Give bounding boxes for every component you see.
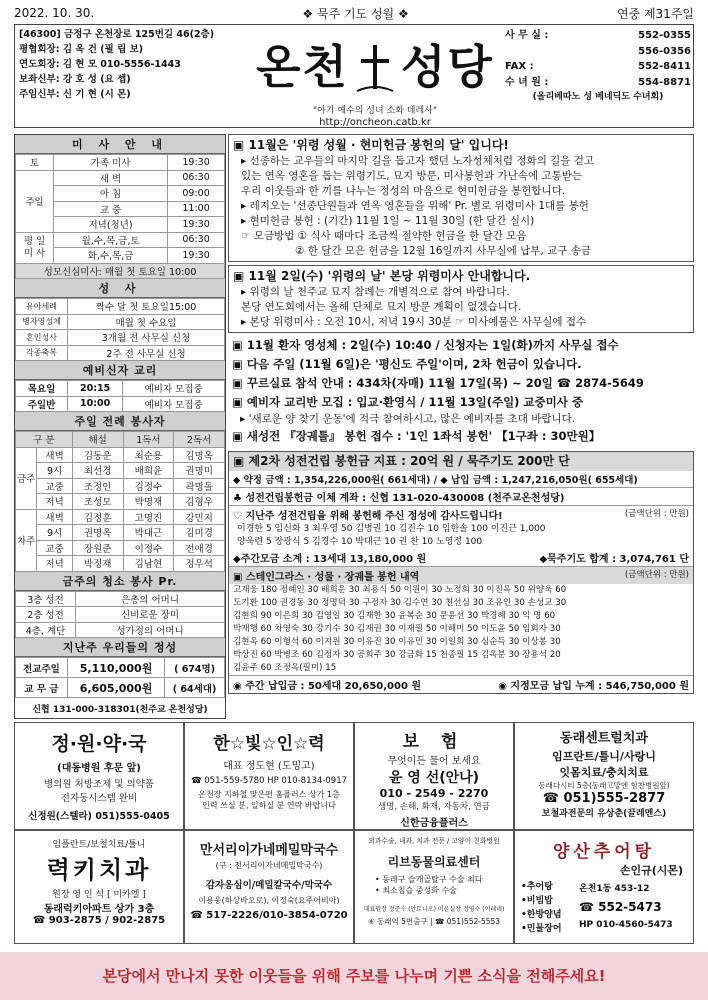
thanks-line: ♡ 지난주 성전건립을 위해 봉헌해 주신 정성에 감사드립니다! <box>233 511 503 522</box>
ad-line: 생명, 손해, 화재, 자동차, 연금 <box>378 802 490 812</box>
ad-staffing <box>184 722 354 830</box>
officer: 보좌신부: 강 호 성 (요 셉) <box>19 74 131 85</box>
notice-line: ▸ 레지오는 '선종단원들과 연옥 영혼들을 위해' Pr. 별로 위령미사 1대를 봉헌 <box>241 200 589 212</box>
liturgical-week: 연중 제31주일 <box>616 6 694 21</box>
notice-line: ▸ 선종하는 교우들의 마지막 길을 돕고자 했던 노자성체처럼 정화의 길을 걷고 <box>241 155 595 167</box>
stained-glass-heading: ▣ 스테인그라스 · 성물 · 장궤틀 봉헌 내역 <box>233 572 420 583</box>
ad-line: (대동병원 후문 앞) <box>57 763 141 774</box>
menu-item: •민물장어 <box>521 924 562 934</box>
offering-table: 전교주일 5,110,000원 ( 674명) 교 무 금 6,605,000원 ( 64세대) <box>15 657 225 698</box>
ad-line: 윤 영 선(안나) <box>388 770 480 786</box>
donor-row: 박상진 60 박병조 60 김정자 30 공희주 30 강금화 15 천종필 15 김옥분 30 장용석 20 <box>233 650 561 660</box>
mass-title: 미 사 안 내 <box>15 135 225 154</box>
offering-title: 지난주 우리들의 정성 <box>15 638 225 657</box>
donor-row: 김현희 90 이은희 30 김영일 30 김재한 30 윤복순 30 문윤선 30 박경혜 30 익 명 60 <box>233 611 556 621</box>
ad-line: 이용웅(하상바오로), 이정숙(요주어비아) <box>198 896 340 905</box>
building-fund <box>228 451 694 694</box>
parish-title <box>245 31 505 101</box>
ad-lucky-dental <box>14 830 184 944</box>
officer: 연도회장: 김 현 모 010-5556-1443 <box>19 59 181 70</box>
ad-line: 병의원 처방조제 및 의약품 <box>43 779 154 790</box>
ad-title: 력키치과 <box>46 856 152 884</box>
parish-officers <box>19 27 229 102</box>
donor-row: 양욱련 5 장광식 5 김경수 10 박대근 10 권 찬 10 노영정 100 <box>237 537 483 547</box>
ad-title: 리브동물의료센터 <box>387 855 481 869</box>
sacrament-table: 유아세례 짝수 달 첫 토요일15:00 병자영성체 매월 첫 수요일 혼인성사 3개월 전 사무실 신청 각종축복 2주 전 사무실 신청 <box>15 298 225 361</box>
ad-line: 신정원(스텔라) 051)555-0405 <box>28 811 170 822</box>
ad-line: 손인규(시몬) <box>619 864 683 877</box>
donor-row: 박재행 60 차영숙 30 강기수 30 김재권 30 이재필 50 이해미 50 이도윤 50 임회자 30 <box>233 624 561 634</box>
notice-sick: ▣ 11월 환자 영성체 : 2일(수) 10:40 / 신청자는 1일(화)까지 사무실 접수 <box>232 338 619 352</box>
ad-line: 010 - 2549 - 2270 <box>379 787 489 800</box>
menu-item: •추어탕 <box>521 882 553 892</box>
contact-row: 사 무 실 : 552-0355 <box>505 30 691 41</box>
notice-line: ▸ 현미헌금 봉헌 : (기간) 11월 1일 ~ 11월 30일 (한 달간 실시) <box>241 215 535 227</box>
officer: 평협회장: 김 옥 건 (필 립 보) <box>19 44 144 55</box>
ad-line: 동래럭키아파트 상가 3층 <box>43 904 155 915</box>
weekly-paid: ◉ 주간 납입금 : 50세대 20,650,000 원 <box>233 681 422 692</box>
notice-list <box>228 333 694 449</box>
notice-line: ▸ 본당 위령미사 : 오전 10시, 저녁 19시 30분 ☞ 미사예물은 사무실에 접수 <box>241 316 587 328</box>
ad-line: 원장 영 인 석 [ 미카엘 ] <box>52 890 146 900</box>
ad-line: 온천장 지하철 맞은편 홈플러스 상가 1층 <box>198 790 340 799</box>
website-link[interactable]: http://oncheon.catb.kr <box>319 117 431 128</box>
sacrament-title: 성 사 <box>15 279 225 298</box>
ad-line: 보철과전문의 유상춘(끌레멘스) <box>541 809 667 819</box>
ad-animal-clinic <box>354 830 514 944</box>
contacts <box>505 28 691 106</box>
ad-line: 감자옹심이/메밀칼국수/막국수 <box>205 880 333 891</box>
contact-row: FAX : 552-8411 <box>505 61 691 72</box>
notice-line: 본당 연도회에서는 올해 단체로 묘지 방문 계획이 없겠습니다. <box>241 301 522 313</box>
ad-title: 보 험 <box>402 732 466 752</box>
ad-title: 동래센트럴치과 <box>560 731 648 746</box>
ad-line: 임플란트/보철치료/틀니 <box>52 840 146 850</box>
notice-line: 있는 연옥 영혼을 돕는 위령기도, 묘지 방문, 미사봉헌과 가난속에 고통받는 <box>241 170 583 182</box>
ads-grid <box>14 722 694 944</box>
paid-amount: / ◆ 납입 금액 : 1,247,216,050원( 655세대) <box>433 475 638 486</box>
notice-line: ② 한 달간 모은 헌금을 12월 16일까지 사무실에 납부, 교구 송금 <box>295 245 591 257</box>
ad-title: 정·원·약·국 <box>51 733 147 755</box>
contact-row: 수 녀 원 : 554-8871 <box>505 76 691 88</box>
notice-all-souls <box>228 265 694 333</box>
cleaning-table: 3층 성전 은총의 어머니 2층 성전 신비로운 장미 4층, 계단 성가정의 어머니 <box>15 591 225 639</box>
contact-row: 556-0356 <box>638 45 691 57</box>
ad-line: ④ 동래역 5번출구 | ☎ 051)552-5553 <box>367 917 501 926</box>
ad-central-dental <box>514 722 694 830</box>
ad-insurance <box>354 722 514 830</box>
motto: "아기 예수의 성녀 소화 데레사" <box>312 106 438 116</box>
notice-nov <box>228 134 694 262</box>
ad-line: 임프란트/틀니/사랑니 <box>552 750 656 763</box>
notice-laity: ▣ 다음 주일 (11월 6일)은 '평신도 주일'이며, 2차 헌금이 있습니다. <box>232 357 582 371</box>
donor-row: 김윤주 60 조정옥(필미) 15 <box>233 663 337 673</box>
ad-line: 대표 정도현 (도밍고) <box>223 761 315 772</box>
notice-heading: ▣ 11월 2일(수) '위령의 날' 본당 위령미사 안내합니다. <box>233 269 531 283</box>
ad-line: 무엇이든 물어 보세요 <box>387 756 481 767</box>
notice-cursillo: ▣ 꾸르실료 참석 안내 : 434차(자매) 11월 17일(목) ~ 20일 ☎ 2874-5649 <box>232 376 644 390</box>
servers-table: 구 분 해설 1독서 2독서 금주 새벽 김동운 최순용 김명옥 9시 최선경 배희윤 권명미 교중 조정인 김정수 곽명돌 저녁 조성모 박명재 김형우 차주 새벽 김정훈 고명진 강민지 9시 권명옥 박대근 김미경 교중 장원준 이정수 전애경 저녁 박정재 김남현 정우석 <box>15 431 225 572</box>
ad-title: 양산추어탕 <box>552 842 656 862</box>
bank-account: 신협 131-000-318301(천주교 온천성당) <box>32 705 208 715</box>
top-bar <box>14 4 694 22</box>
ad-line: 외과수술, 내과, 치과 전문 / 고양이 친화병원 <box>368 837 500 845</box>
cleaning-title: 금주의 청소 봉사 Pr. <box>15 572 225 591</box>
ad-loach-soup <box>514 830 694 944</box>
ad-title: 만서리이가네메밀막국수 <box>199 843 339 858</box>
rosary-total: ◆묵주기도 합계 : 3,074,761 단 <box>539 554 689 565</box>
pledged-amount: ◆ 약정 금액 : 1,354,226,000원( 661세대) <box>233 475 431 486</box>
convent: (올리베따노 성 베네딕도 수녀회) <box>532 92 664 102</box>
masthead <box>14 24 694 128</box>
ad-buckwheat-noodle <box>184 830 354 944</box>
ad-line: 잇몸치료/충치치료 <box>559 766 649 779</box>
ad-line: • 최소침습 중성화 수술 <box>375 886 457 895</box>
notice-line: 우리 이웃들과 한 끼를 나누는 정성의 마음으로 현미헌금을 봉헌합니다. <box>241 185 566 197</box>
address: [46300] 금정구 온천장로 125번길 46(2층) <box>19 29 215 40</box>
ad-line: ☎ 517-2226/010-3854-0720 <box>190 910 348 921</box>
ad-title: 한☆빛☆인☆력 <box>213 734 325 754</box>
transfer-account: ♣ 성전건립봉헌금 이체 계좌 : 신협 131-020-430008 (천주교온천성당) <box>229 487 693 505</box>
ad-line: (구 : 전서리이가네메밀막국수) <box>215 861 323 870</box>
catechumen-title: 예비신자 교리 <box>15 361 225 380</box>
menu-item: •비빔밥 <box>521 896 553 906</box>
ad-pharmacy <box>14 722 184 830</box>
month-theme: ❖ 묵주 기도 성월 ❖ <box>302 6 409 21</box>
notice-kneeler: ▣ 새성전 『장궤틀』 봉헌 접수 : '1인 1좌석 봉헌' 【1구좌 : 30만원】 <box>232 429 601 443</box>
ad-line: ☎ 051-559-5780 HP 010-8134-0917 <box>190 776 348 786</box>
ad-line: 신한금융플러스 <box>400 818 468 829</box>
title-right: 성당 <box>401 40 494 94</box>
notice-catechumen: ▣ 예비자 교리반 모집 : 입교·환영식 / 11월 13일(주일) 교중미사 중 <box>232 395 583 409</box>
officer: 주임신부: 신 기 현 (시 몬) <box>19 89 131 100</box>
donor-row: 이경한 5 임신화 3 최우영 50 김병권 10 김진수 10 임한솔 100 이진근 1,000 <box>237 524 546 534</box>
issue-date: 2022. 10. 30. <box>14 6 95 20</box>
designated-total: ◉ 지정모금 납입 누계 : 546,750,000 원 <box>498 681 689 692</box>
donor-row: 고재웅 180 정혜인 30 배희운 30 최용식 50 이원이 30 노정희 30 이진옥 50 위양욱 60 <box>233 585 567 595</box>
unit-note: (금액단위 : 만원) <box>624 509 689 519</box>
catechumen-table: 목요일 20:15 예비자 모집중 주일반 10:00 예비자 모집중 <box>15 380 225 412</box>
servers-title: 주일 전례 봉사자 <box>15 412 225 431</box>
notice-heading: ▣ 11월은 '위령 성월 · 현미헌금 봉헌의 달' 입니다! <box>233 138 509 152</box>
ad-line: ☎ 552-5473 <box>579 900 662 914</box>
ad-line: 온천1동 453-12 <box>579 884 650 894</box>
donor-row: 김현옥 60 이형석 60 이지원 30 이유진 30 이유민 30 이일희 30 심순득 30 이상봉 30 <box>233 637 561 647</box>
donor-row: 도기환 100 권경동 30 정명덕 30 구정자 30 김수연 30 천선심 30 조유인 30 손성교 30 <box>233 598 567 608</box>
ad-line: 전자동시스템 완비 <box>60 793 138 804</box>
ad-line: • 동래구 슬개골탈구 수술 최다 <box>375 875 483 884</box>
menu-item: •한방양념 <box>521 910 562 920</box>
ad-line: 인력 쓰실 분, 일하실 분 연락 바랍니다 <box>202 801 336 810</box>
ad-line: 동래다시티 5층(동래고망엔 힘찬병원앞) <box>538 781 670 790</box>
notices <box>228 134 694 694</box>
ad-line: ☎ 903-2875 / 902-2875 <box>32 915 166 926</box>
left-column <box>14 134 226 719</box>
ad-line: HP 010-4560-5473 <box>579 920 673 930</box>
notice-line: ▸ '새로운 양 찾기 운동'에 적극 참여하시고, 많은 예비자를 초대 바랍니다. <box>240 413 576 425</box>
weekly-subtotal: ◆주간모금 소계 : 13세대 13,180,000 원 <box>233 554 427 565</box>
footer-banner: 본당에서 만나지 못한 이웃들을 위해 주보를 나누며 기쁜 소식을 전해주세요! <box>0 952 708 1000</box>
ad-line: ☎ 051)555-2877 <box>542 791 666 806</box>
fund-target: ▣ 제2차 성전건립 봉헌금 지표 : 20억 원 / 묵주기도 200만 단 <box>229 452 693 471</box>
notice-line: ☞ 모금방법 ① 식사 때마다 조금씩 절약한 헌금을 한 달간 모음 <box>241 230 527 242</box>
cross-icon <box>355 45 395 97</box>
notice-line: ▸ 위령의 날 천주교 묘지 참례는 개별적으로 참여 바랍니다. <box>241 286 510 298</box>
ad-line: 대표원장 정준수 (안토니오) 이윤실장 정영수 (이레네) <box>363 906 505 913</box>
title-left: 온천 <box>256 40 349 94</box>
unit-note: (금액단위 : 만원) <box>624 570 689 580</box>
mass-table: 토 가족 미사 19:30 주일 새 벽 06:30 아 침 09:00 교 중 11:00 저녁(청년) 19:30 평 일 미 사 월,수,목,금,토 06:30 화,수,목,금 19:30 성모신심미사: 매월 첫 토요일 10:00 <box>15 154 225 279</box>
